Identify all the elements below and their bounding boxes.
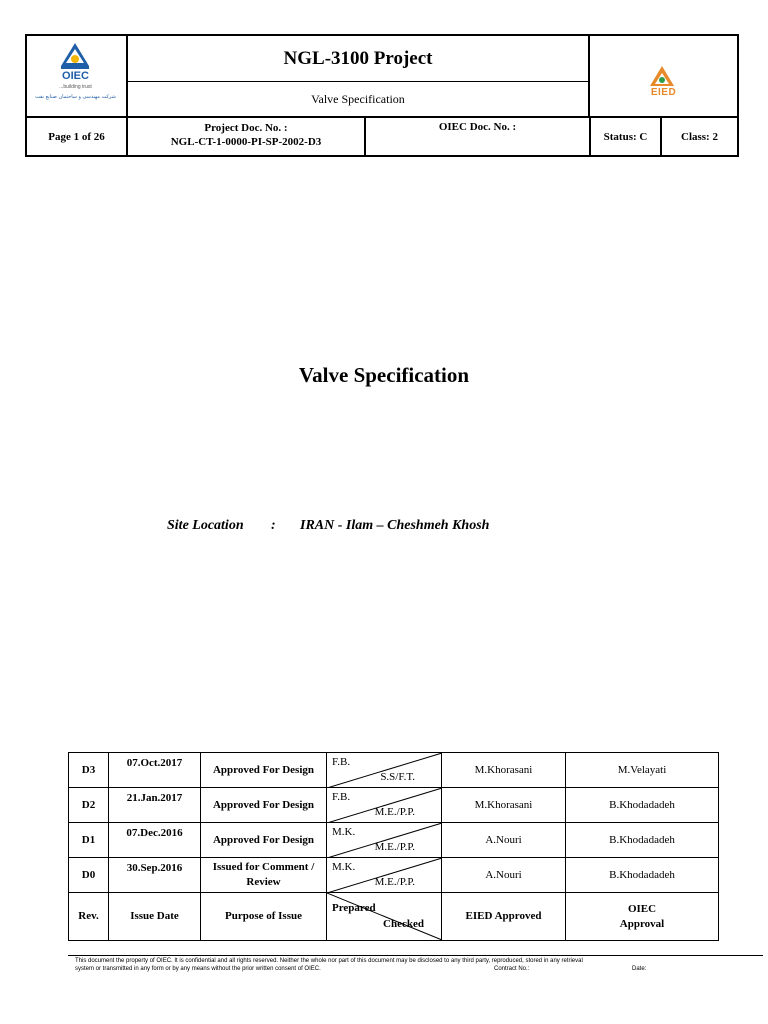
project-doc-label: Project Doc. No. : [204,122,288,134]
prepared-checked-cell [327,858,442,892]
revision-row [69,858,718,893]
checked-by: M.E./P.P. [374,806,415,818]
revision-row [69,788,718,823]
purpose-of-issue: Approved For Design [201,753,327,787]
eied-logo [590,36,737,118]
prepared-checked-cell [327,823,442,857]
footer-divider [68,955,763,956]
oiec-approval: B.Khodadadeh [609,833,675,846]
oiec-doc-number: OIEC Doc. No. : [366,118,591,155]
project-doc-number [128,118,366,155]
col-header-rev: Rev. [69,893,109,940]
eied-approved: M.Khorasani [442,753,566,787]
purpose-of-issue: Approved For Design [201,823,327,857]
footer-line-2: system or transmitted in any form or by any means without the prior written consent of OIEC. [75,966,321,972]
header-table [25,34,739,157]
eied-approved: M.Khorasani [442,788,566,822]
footer-line-1: This document the property of OIEC. It is confidential and all rights reserved. Neither the whole nor part of this document may be disclosed to any third party, reproduced, stored in any retrieval [75,958,583,964]
prepared-by: F.B. [332,756,351,768]
checked-by: S.S/F.T. [380,771,415,783]
prepared-by: M.K. [332,826,356,838]
page-number: Page 1 of 26 [27,118,128,155]
eied-approved: A.Nouri [442,858,566,892]
status: Status: C [591,118,662,155]
revision-code: D1 [69,823,109,857]
issue-date: 21.Jan.2017 [109,788,201,822]
document-title: Valve Specification [298,363,470,387]
footer-line-2-row [75,965,755,973]
site-location-separator: : [271,518,276,533]
issue-date: 30.Sep.2016 [109,858,201,892]
revision-table [68,752,719,941]
prepared-by: F.B. [332,791,351,803]
project-title: NGL-3100 Project [128,36,590,82]
oiec-approval: B.Khodadadeh [609,868,675,881]
col-header-issue-date: Issue Date [109,893,201,940]
revision-code: D2 [69,788,109,822]
prepared-checked-cell [327,788,442,822]
revision-header-row [69,893,718,940]
oiec-approval: M.Velayati [617,763,667,776]
eied-logo-icon [590,36,737,116]
eied-approved: A.Nouri [442,823,566,857]
revision-row [69,823,718,858]
issue-date: 07.Dec.2016 [109,823,201,857]
purpose-of-issue: Issued for Comment / Review [201,858,327,892]
revision-row [69,753,718,788]
checked-by: M.E./P.P. [374,876,415,888]
project-doc-value: NGL-CT-1-0000-PI-SP-2002-D3 [170,136,322,148]
footer-date: Date: [632,966,647,972]
oiec-approval: B.Khodadadeh [609,798,675,811]
eied-logo-text: EIED [650,87,677,98]
oiec-persian-name: شرکت مهندسی و ساختمان صنایع نفت [35,94,116,100]
footer-disclaimer [75,957,755,973]
issue-date: 07.Oct.2017 [109,753,201,787]
footer-contract-no: Contract No.: [494,966,530,972]
oiec-logo-text: OIEC [62,70,89,82]
revision-code: D3 [69,753,109,787]
col-header-eied-approved: EIED Approved [442,893,566,940]
col-header-purpose: Purpose of Issue [201,893,327,940]
site-location-value: IRAN - Ilam – Cheshmeh Khosh [300,518,490,533]
col-header-checked: Checked [383,918,424,930]
col-header-oiec-approval: OIEC Approval [619,902,665,930]
prepared-checked-cell [327,753,442,787]
prepared-by: M.K. [332,861,356,873]
document-subtitle: Valve Specification [128,82,590,118]
col-header-prepared: Prepared [332,902,376,914]
oiec-logo [27,36,128,118]
oiec-tagline: ...building trust [59,84,92,90]
checked-by: M.E./P.P. [374,841,415,853]
purpose-of-issue: Approved For Design [201,788,327,822]
col-header-prepared-checked [327,893,442,940]
class: Class: 2 [681,130,718,143]
site-location-label: Site Location [167,518,244,533]
revision-code: D0 [69,858,109,892]
